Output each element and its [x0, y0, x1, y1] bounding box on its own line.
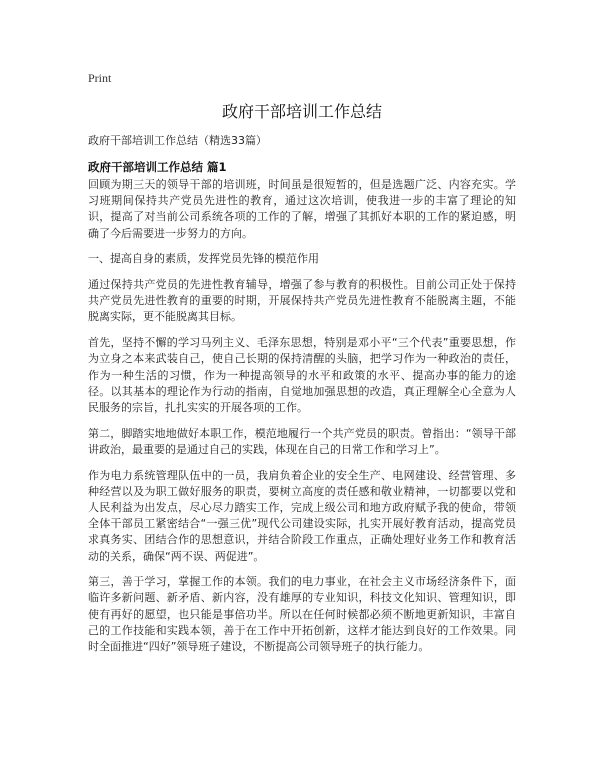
section-heading: 政府干部培训工作总结 篇1	[88, 160, 227, 174]
document-subtitle: 政府干部培训工作总结（精选33篇）	[88, 134, 267, 147]
paragraph-second: 第二，脚踏实地地做好本职工作，模范地履行一个共产党员的职责。曾指出：“领导干部讲政治，最重要的是通过自己的实践，体现在自己的日常工作和学习上”。	[88, 426, 516, 456]
paragraph-education: 通过保持共产党员的先进性教育辅导，增强了参与教育的积极性。目前公司正处于保持共产党员先进性教育的重要的时期，开展保持共产党员先进性教育不能脱离主题，不能脱离实际，更不能脱离其目标。	[88, 278, 516, 324]
paragraph-intro: 回顾为期三天的领导干部的培训班，时间虽是很短暂的，但是选题广泛、内容充实。学习班期间保持共产党员先进性的教育，通过这次培训，使我进一步的丰富了理论的知识，提高了对当前公司系统各项的工作的了解，增强了其抓好本职的工作的紧迫感，明确了今后需要进一步努力的方向。	[88, 178, 516, 240]
paragraph-third: 第三，善于学习，掌握工作的本领。我们的电力事业，在社会主义市场经济条件下，面临许多新问题、新矛盾、新内容，没有雄厚的专业知识，科技文化知识、管理知识，即使有再好的愿望，也只能是事倍功半。所以在任何时候都必须不断地更新知识，丰富自己的工作技能和实践本领，善于在工作中开拓创新，这样才能达到良好的工作效果。同时全面推进“四好”领导班子建设，不断提高公司领导班子的执行能力。	[88, 575, 516, 654]
paragraph-first: 首先，坚持不懈的学习马列主义、毛泽东思想，特别是邓小平“三个代表”重要思想，作为立身之本来武装自己，使自己长期的保持清醒的头脑，把学习作为一种政治的责任，作为一种生活的习惯，作为一种提高领导的水平和政策的水平、提高办事的能力的途径。以其基本的理论作为行动的指南，自觉地加强思想的改造，真正理解全心全意为人民服务的宗旨，扎扎实实的开展各项的工作。	[88, 336, 516, 414]
paragraph-point-one-heading: 一、提高自身的素质，发挥党员先锋的模范作用	[88, 252, 319, 266]
print-link[interactable]: Print	[88, 71, 112, 85]
document-title: 政府干部培训工作总结	[221, 102, 382, 121]
document-body	[88, 177, 516, 665]
paragraph-duties: 作为电力系统管理队伍中的一员，我肩负着企业的安全生产、电网建设、经营管理、多种经营以及为职工做好服务的职责，要树立高度的责任感和敬业精神，一切都要以党和人民利益为出发点，尽心尽力踏实工作，完成上级公司和地方政府赋予我的使命，带领全体干部员工紧密结合“一强三优”现代公司建设实际，扎实开展好教育活动，提高党员求真务实、团结合作的思想意识，并结合阶段工作重点，正确处理好业务工作和教育活动的关系，确保“两不误、两促进”。	[88, 468, 516, 563]
